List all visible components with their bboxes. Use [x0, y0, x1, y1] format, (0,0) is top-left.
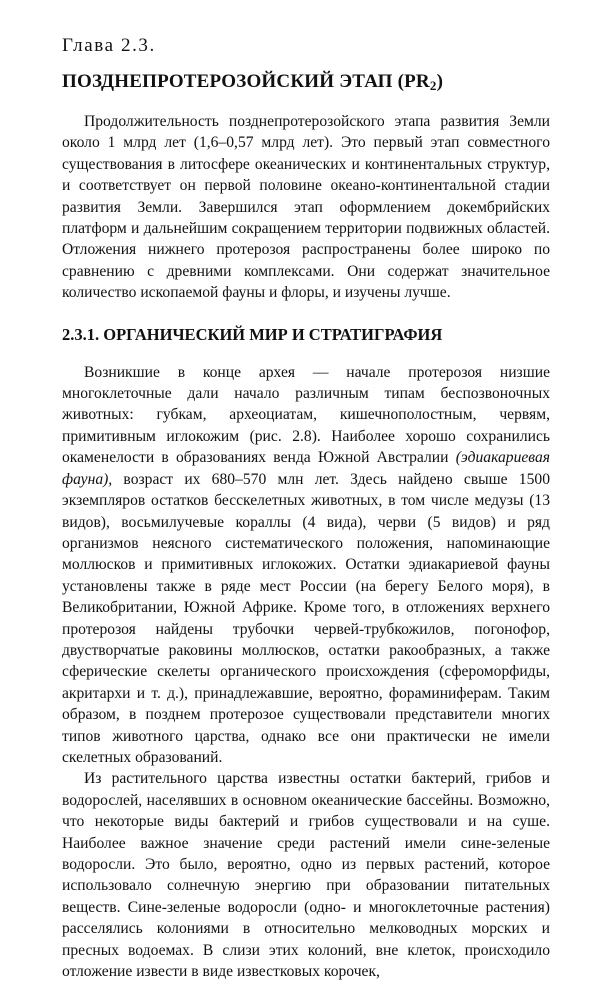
- paragraph-1-text-start: Возникшие в конце архея — начале протерозоя низшие многоклеточные дали начало различным типам беспозвоночных животных: губкам, археоциатам, кишечнополостным, червям, примитивным иглокожим (рис. 2.8). Наиболее хорошо сохранились окаменелости в образованиях венда Южной Австралии: [62, 363, 550, 467]
- paragraph-1-italic-term: (эдиакариевая фауна),: [62, 449, 550, 488]
- page-content: [62, 34, 550, 982]
- chapter-title-subscript: 2: [429, 78, 437, 93]
- section-paragraph-2: Из растительного царства известны остатки бактерий, грибов и водорослей, населявших в основном океанические бассейны. Возможно, что некоторые виды бактерий и грибов существовали и на суше. Наиболее важное значение среди растений имели сине-зеленые водоросли. Это было, вероятно, одно из первых растений, которое использовало солнечную энергию при образовании питательных веществ. Сине-зеленые водоросли (одно- и многоклеточные растения) расселялись колониями в относительно мелководных морских и пресных водоемах. В слизи этих колоний, вне клеток, происходило отложение извести в виде известковых корочек,: [62, 770, 550, 981]
- section-title: 2.3.1. ОРГАНИЧЕСКИЙ МИР И СТРАТИГРАФИЯ: [62, 324, 443, 344]
- chapter-title: [62, 70, 550, 94]
- paragraph-1-text-end: возраст их 680–570 млн лет. Здесь найдено свыше 1500 экземпляров остатков бесскелетных животных, в том числе медузы (13 видов), восьмилучевые кораллы (4 вида), черви (5 видов) и ряд организмов неясного систематического положения, напоминающие моллюсков и примитивных иглокожих. Остатки эдиакариевой фауны установлены также в ряде мест России (на берегу Белого моря), в Великобритании, Южной Африке. Кроме того, в отложениях верхнего протерозоя найдены трубочки червей-трубкожилов, погонофор, двустворчатые раковины моллюсков, остатки ракообразных, а также сферические скелеты органического происхождения (сфероморфиды, акритархи и т. д.), принадлежавшие, вероятно, фораминиферам. Таким образом, в позднем протерозое существовали представители многих типов животного царства, однако все они практически не имели скелетных образований.: [62, 470, 550, 766]
- chapter-title-text: ПОЗДНЕПРОТЕРОЗОЙСКИЙ ЭТАП (PR: [62, 71, 430, 92]
- chapter-label: Глава 2.3.: [62, 35, 156, 56]
- chapter-title-close: ): [436, 71, 444, 92]
- section-paragraph-1: [62, 362, 550, 769]
- intro-paragraph: Продолжительность позднепротерозойского этапа развития Земли около 1 млрд лет (1,6–0,57 млрд лет). Это первый этап совместного существования в литосфере океанических и континентальных структур, и соответствует он первой половине океано-континентальной стадии развития Земли. Завершился этап оформлением докембрийских платформ и дальнейшим сокращением территории подвижных областей. Отложения нижнего протерозоя распространены более широко по сравнению с древними комплексами. Они содержат значительное количество ископаемой фауны и флоры, и изучены лучше.: [62, 113, 550, 302]
